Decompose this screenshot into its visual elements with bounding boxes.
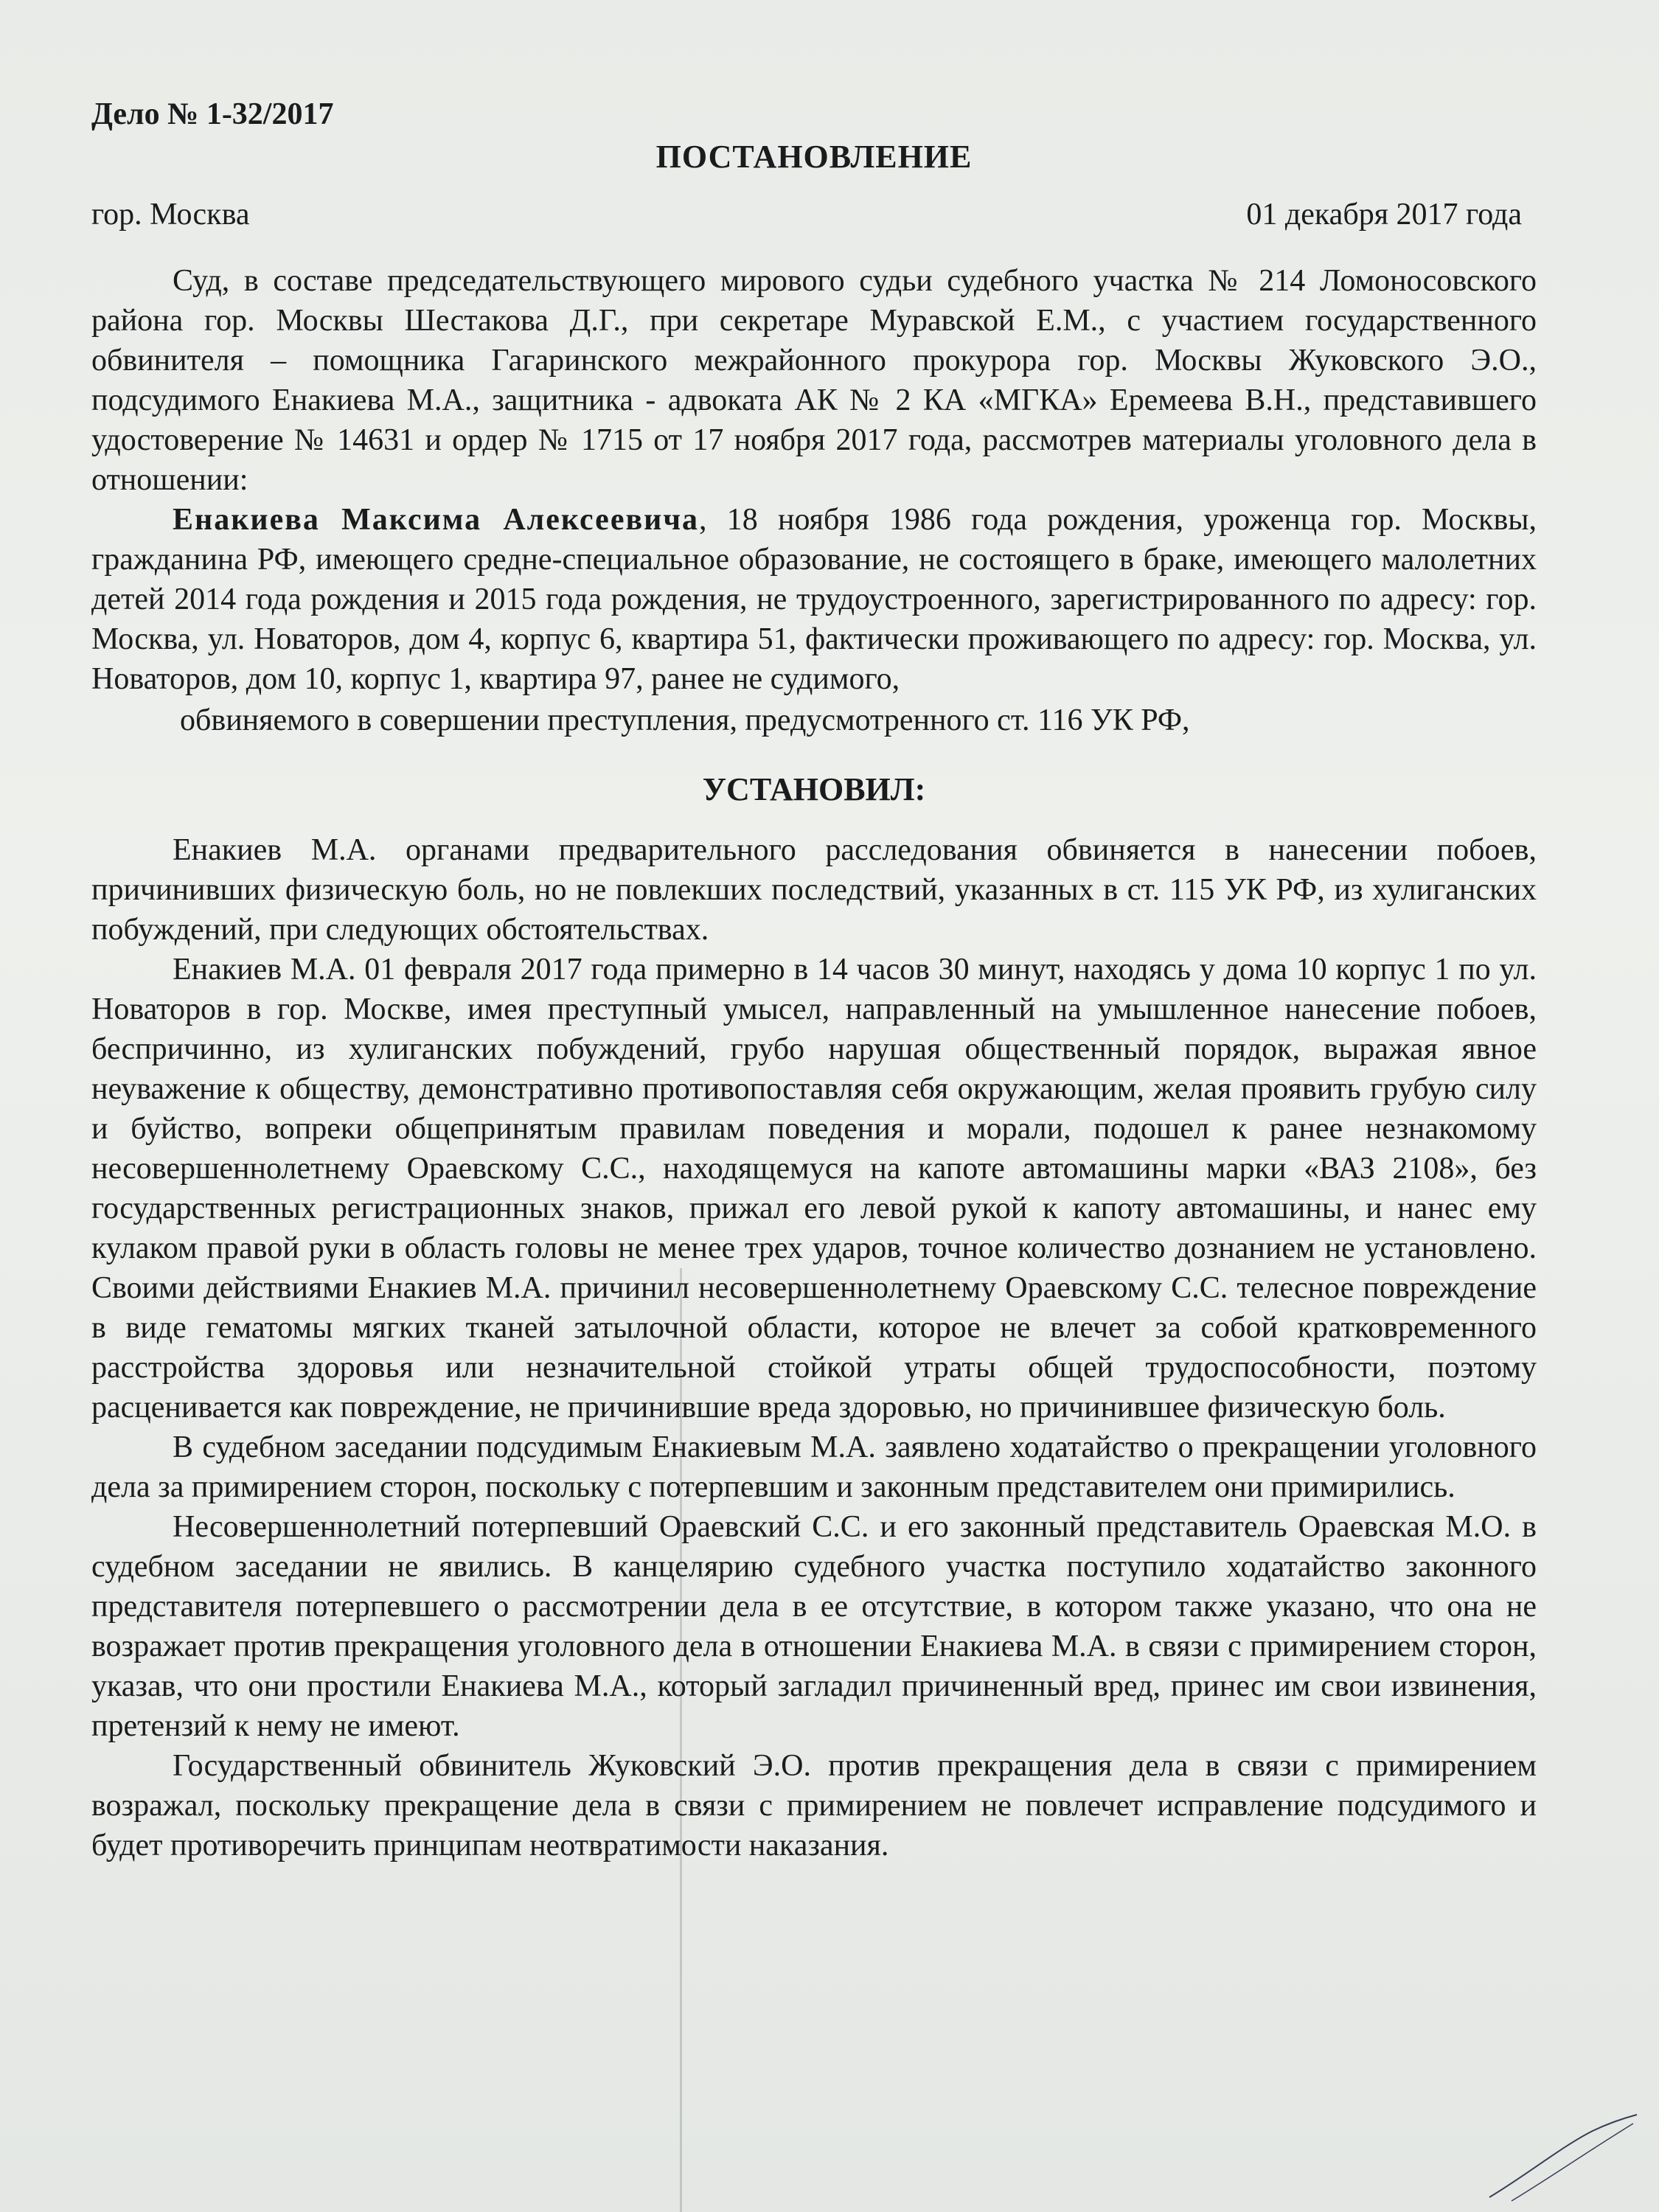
intro-paragraph: Суд, в составе председательствующего мирового судьи судебного участка № 214 Ломоносовского района гор. Москвы Шестакова Д.Г., при секретаре Муравской Е.М., с участием государственного обвинителя – помощника Гагаринского межрайонного прокурора гор. Москвы Жуковского Э.О., подсудимого Енакиева М.А., защитника - адвоката АК № 2 КА «МГКА» Еремеева В.Н., представившего удостоверение № 14631 и ордер № 1715 от 17 ноября 2017 года, рассмотрев материалы уголовного дела в отношении: [91, 264, 1537, 497]
paragraph-4: Несовершеннолетний потерпевший Ораевский С.С. и его законный представитель Ораевская М.О. в судебном заседании не явились. В канцелярию судебного участка поступило ходатайство законного представителя потерпевшего о рассмотрении дела в ее отсутствие, в котором также указано, что она не возражает против прекращения уголовного дела в отношении Енакиева М.А. в связи с примирением сторон, указав, что они простили Енакиева М.А., который загладил причиненный вред, принес им свои извинения, претензий к нему не имеют. [91, 1510, 1537, 1743]
charge-line: обвиняемого в совершении преступления, предусмотренного ст. 116 УК РФ, [180, 703, 1190, 737]
defendant-paragraph [91, 500, 1537, 699]
signature-mark [1482, 2109, 1644, 2205]
document-title: ПОСТАНОВЛЕНИЕ [655, 139, 973, 175]
case-number: Дело № 1-32/2017 [91, 97, 334, 131]
city: гор. Москва [91, 198, 250, 232]
place-date-line [91, 195, 1537, 234]
paragraph-5: Государственный обвинитель Жуковский Э.О. против прекращения дела в связи с примирением возражал, поскольку прекращение дела в связи с примирением не повлечет исправление подсудимого и будет противоречить принципам неотвратимости наказания. [91, 1749, 1537, 1863]
document-date: 01 декабря 2017 года [1246, 198, 1522, 232]
paragraph-3: В судебном заседании подсудимым Енакиевым М.А. заявлено ходатайство о прекращении уголовного дела за примирением сторон, поскольку с потерпевшим и законным представителем они примирились. [91, 1430, 1537, 1504]
paragraph-1: Енакиев М.А. органами предварительного расследования обвиняется в нанесении побоев, причинивших физическую боль, но не повлекших последствий, указанных в ст. 115 УК РФ, из хулиганских побуждений, при следующих обстоятельствах. [91, 833, 1537, 947]
document-body [91, 94, 1537, 1865]
paragraph-2: Енакиев М.А. 01 февраля 2017 года примерно в 14 часов 30 минут, находясь у дома 10 корпус 1 по ул. Новаторов в гор. Москве, имея преступный умысел, направленный на умышленное нанесение побоев, беспричинно, из хулиганских побуждений, грубо нарушая общественный порядок, выражая явное неуважение к обществу, демонстративно противопоставляя себя окружающим, желая проявить грубую силу и буйство, вопреки общепринятым правилам поведения и морали, подошел к ранее незнакомому несовершеннолетнему Ораевскому С.С., находящемуся на капоте автомашины марки «ВАЗ 2108», без государственных регистрационных знаков, прижал его левой рукой к капоту автомашины, и нанес ему кулаком правой руки в область головы не менее трех ударов, точное количество дознанием не установлено. Своими действиями Енакиев М.А. причинил несовершеннолетнему Ораевскому С.С. телесное повреждение в виде гематомы мягких тканей затылочной области, которое не влечет за собой кратковременного расстройства здоровья или незначительной стойкой утраты общей трудоспособности, поэтому расценивается как повреждение, не причинившие вреда здоровью, но причинившее физическую боль. [91, 953, 1537, 1425]
section-title-established: УСТАНОВИЛ: [702, 771, 926, 807]
defendant-details: , 18 ноября 1986 года рождения, уроженца гор. Москвы, гражданина РФ, имеющего средне-специальное образование, не состоящего в браке, имеющего малолетних детей 2014 года рождения и 2015 года рождения, не трудоустроенного, зарегистрированного по адресу: гор. Москва, ул. Новаторов, дом 4, корпус 6, квартира 51, фактически проживающего по адресу: гор. Москва, ул. Новаторов, дом 10, корпус 1, квартира 97, ранее не судимого, [91, 503, 1537, 696]
defendant-name: Енакиева Максима Алексеевича [173, 503, 700, 537]
